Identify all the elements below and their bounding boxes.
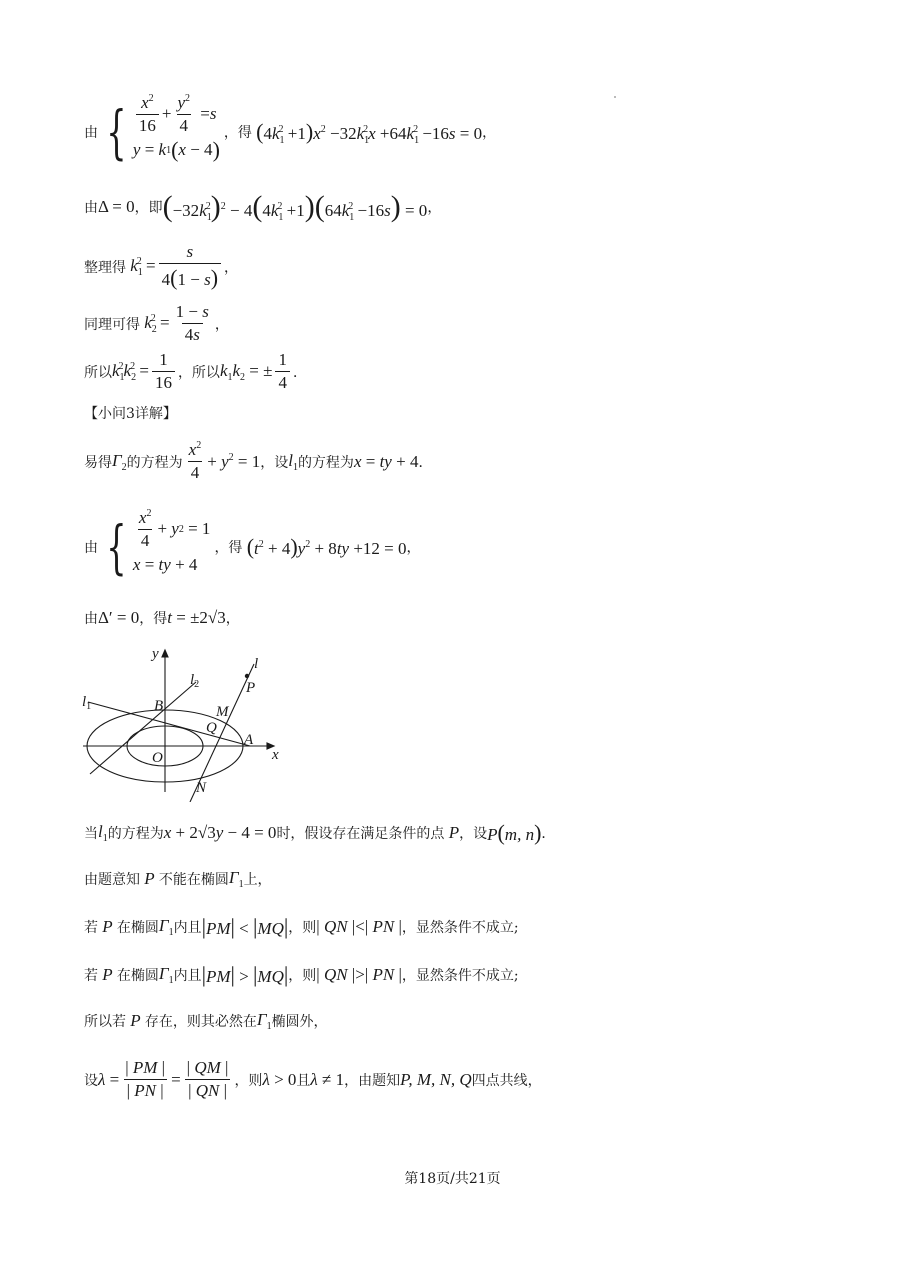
eq-when-l1: 当 $l_1$ 的方程为 x + 2√3y − 4 = 0 时，假设存在满足条件的点 P ，设 P(m, n) ． bbox=[84, 820, 556, 845]
text-fangcheng2: 的方程为 bbox=[297, 454, 354, 471]
label-q: Q bbox=[206, 720, 217, 736]
label-x: x bbox=[272, 747, 279, 763]
text-she2: ，设 bbox=[459, 826, 488, 842]
eq-k2-squared: 同理可得 $k_2^2$ = $\frac{1 - s}{4s}$ ， bbox=[84, 302, 229, 344]
brace-system-2: { $\frac{x^2}{4}$ + y 2 = 1 x = ty + 4 bbox=[106, 507, 211, 581]
text-de2: ，得 bbox=[214, 540, 243, 556]
text-ze: ，则 bbox=[288, 968, 317, 984]
brace-system: { $\frac{x^2}{16}$ + $\frac{y^2}{4}$ = s y = k 1 ( x − 4 ) bbox=[106, 92, 220, 166]
label-b: B bbox=[154, 698, 164, 714]
text-youtizhi: ，由题知 bbox=[344, 1072, 401, 1089]
text-shang: 上， bbox=[243, 872, 272, 888]
text-suoyiruo: 所以若 bbox=[84, 1014, 126, 1030]
eq-delta-prime: 由 Δ′ = 0 ，得 t = ±2√3 ， bbox=[84, 608, 240, 627]
label-p: P bbox=[246, 680, 256, 696]
text-she: ，设 bbox=[260, 454, 289, 471]
section-heading: 【小问3详解】 bbox=[84, 406, 177, 422]
case-less: 若 P 在椭圆 $\Gamma_1$ 内且 |PM| < |MQ| ，则 | QN |<| PN | ，显然条件不成立; bbox=[84, 914, 519, 939]
text-you: 由 bbox=[84, 125, 98, 141]
text-tongli: 同理可得 bbox=[84, 316, 140, 333]
text-cunzai: 存在，则其必然在 bbox=[144, 1014, 257, 1030]
point-p bbox=[245, 674, 249, 678]
text-ze2: ，则 bbox=[234, 1072, 263, 1089]
case-greater: 若 P 在椭圆 $\Gamma_1$ 内且 |PM| > |MQ| ，则 | QN |>| PN | ，显然条件不成立; bbox=[84, 962, 519, 987]
label-l: l bbox=[254, 656, 259, 672]
text-ruo: 若 bbox=[84, 968, 98, 984]
label-a: A bbox=[244, 732, 254, 748]
text-comma: ， bbox=[224, 259, 239, 276]
text-tuoyuan-wai: 椭圆外， bbox=[271, 1014, 328, 1030]
text-de2: ，得 bbox=[139, 611, 168, 627]
text-xianran: ，显然条件不成立; bbox=[401, 968, 519, 984]
text-period: ． bbox=[418, 454, 433, 471]
text-period: ． bbox=[292, 364, 307, 381]
eq-product: 所以 $k_1^2k_2^2$ = $\frac{1}{16}$ ，所以 $k_1k_2$ = ± $\frac{1}{4}$ ． bbox=[84, 350, 307, 392]
text-zai-tuoyuan: 在椭圆 bbox=[116, 920, 159, 936]
text-comma: ， bbox=[482, 125, 497, 141]
text-p-not-on-ellipse: 由题意知 P 不能在椭圆 $\Gamma_1$ 上， bbox=[84, 868, 272, 890]
label-l2: $l_2$ bbox=[190, 672, 200, 690]
text-comma: ， bbox=[225, 611, 240, 627]
text-zai-tuoyuan: 在椭圆 bbox=[116, 968, 159, 984]
text-buneng: 不能在椭圆 bbox=[158, 872, 229, 888]
label-m: M bbox=[216, 704, 229, 720]
label-n: N bbox=[196, 780, 207, 796]
text-ruo: 若 bbox=[84, 920, 98, 936]
eq-delta: 由 Δ = 0 ，即 $(-32k_1^2)^2 - 4(4k_1^2 +1)(64k_1^2 -16s) = 0$ ， bbox=[84, 190, 442, 223]
text-fangcheng3: 的方程为 bbox=[107, 826, 164, 842]
label-y: y bbox=[152, 646, 159, 662]
eq-system-2: 由 { $\frac{x^2}{4}$ + y 2 = 1 x = ty + 4 ，得 $(t^2 + 4)y^2 + 8ty +12 = 0$ ， bbox=[84, 507, 421, 581]
text-xianran: ，显然条件不成立; bbox=[401, 920, 519, 936]
text-ze: ，则 bbox=[288, 920, 317, 936]
text-de: ，得 bbox=[223, 125, 252, 141]
text-you: 由 bbox=[84, 200, 98, 216]
text-sidian: 四点共线， bbox=[471, 1072, 542, 1089]
text-neiqie: 内且 bbox=[173, 968, 202, 984]
text-qie: 且 bbox=[296, 1072, 311, 1089]
text-comma: ， bbox=[427, 200, 442, 216]
text-ji: ，即 bbox=[134, 200, 163, 216]
text-you: 由 bbox=[84, 611, 98, 627]
text-fangcheng: 的方程为 bbox=[126, 454, 183, 471]
text-suoyi2: ，所以 bbox=[177, 364, 220, 381]
text-p-outside: 所以若 P 存在，则其必然在 $\Gamma_1$ 椭圆外， bbox=[84, 1010, 328, 1032]
text-period: ． bbox=[541, 826, 556, 842]
text-you: 由 bbox=[84, 540, 98, 556]
text-dang-tail: 时，假设存在满足条件的点 bbox=[276, 826, 445, 842]
text-comma: ， bbox=[406, 540, 421, 556]
page-footer: 第18页/共21页 bbox=[404, 1171, 501, 1187]
text-youtiyi: 由题意知 bbox=[84, 872, 140, 888]
text-comma: ， bbox=[214, 316, 229, 333]
text-neiqie: 内且 bbox=[173, 920, 202, 936]
text-dang: 当 bbox=[84, 826, 98, 842]
eq-system-1: 由 { $\frac{x^2}{16}$ + $\frac{y^2}{4}$ = s y = k 1 ( x − 4 ) ，得 $(4k_1^2 +1)x^2 -32k_1^2x +64k_1^2 -16s = 0$ ， bbox=[84, 92, 497, 166]
eq-k1-squared: 整理得 $k_1^2$ = $\frac{s}{4(1 - s)}$ ， bbox=[84, 242, 239, 290]
label-l1: $l_1$ bbox=[82, 694, 92, 712]
text-zhengli: 整理得 bbox=[84, 259, 126, 276]
y-axis-arrow bbox=[162, 650, 168, 657]
page-speck bbox=[614, 96, 616, 98]
text-suoyi: 所以 bbox=[84, 364, 112, 381]
ellipse-diagram bbox=[78, 642, 288, 802]
eq-lambda: 设 λ = $\frac{| PM |}{| PN |}$ = $\frac{| QM |}{| QN |}$ ，则 λ > 0 且 λ ≠ 1 ，由题知 P, M, N, Q 四点共线， bbox=[84, 1058, 542, 1100]
eq-gamma2: 易得 $\Gamma_2$ 的方程为 $\frac{x^2}{4}$ + $y^2 = 1$ ，设 $l_1$ 的方程为 x = ty + 4 ． bbox=[84, 440, 433, 482]
text-she3: 设 bbox=[84, 1072, 98, 1089]
label-o: O bbox=[152, 750, 163, 766]
text-yide: 易得 bbox=[84, 454, 112, 471]
